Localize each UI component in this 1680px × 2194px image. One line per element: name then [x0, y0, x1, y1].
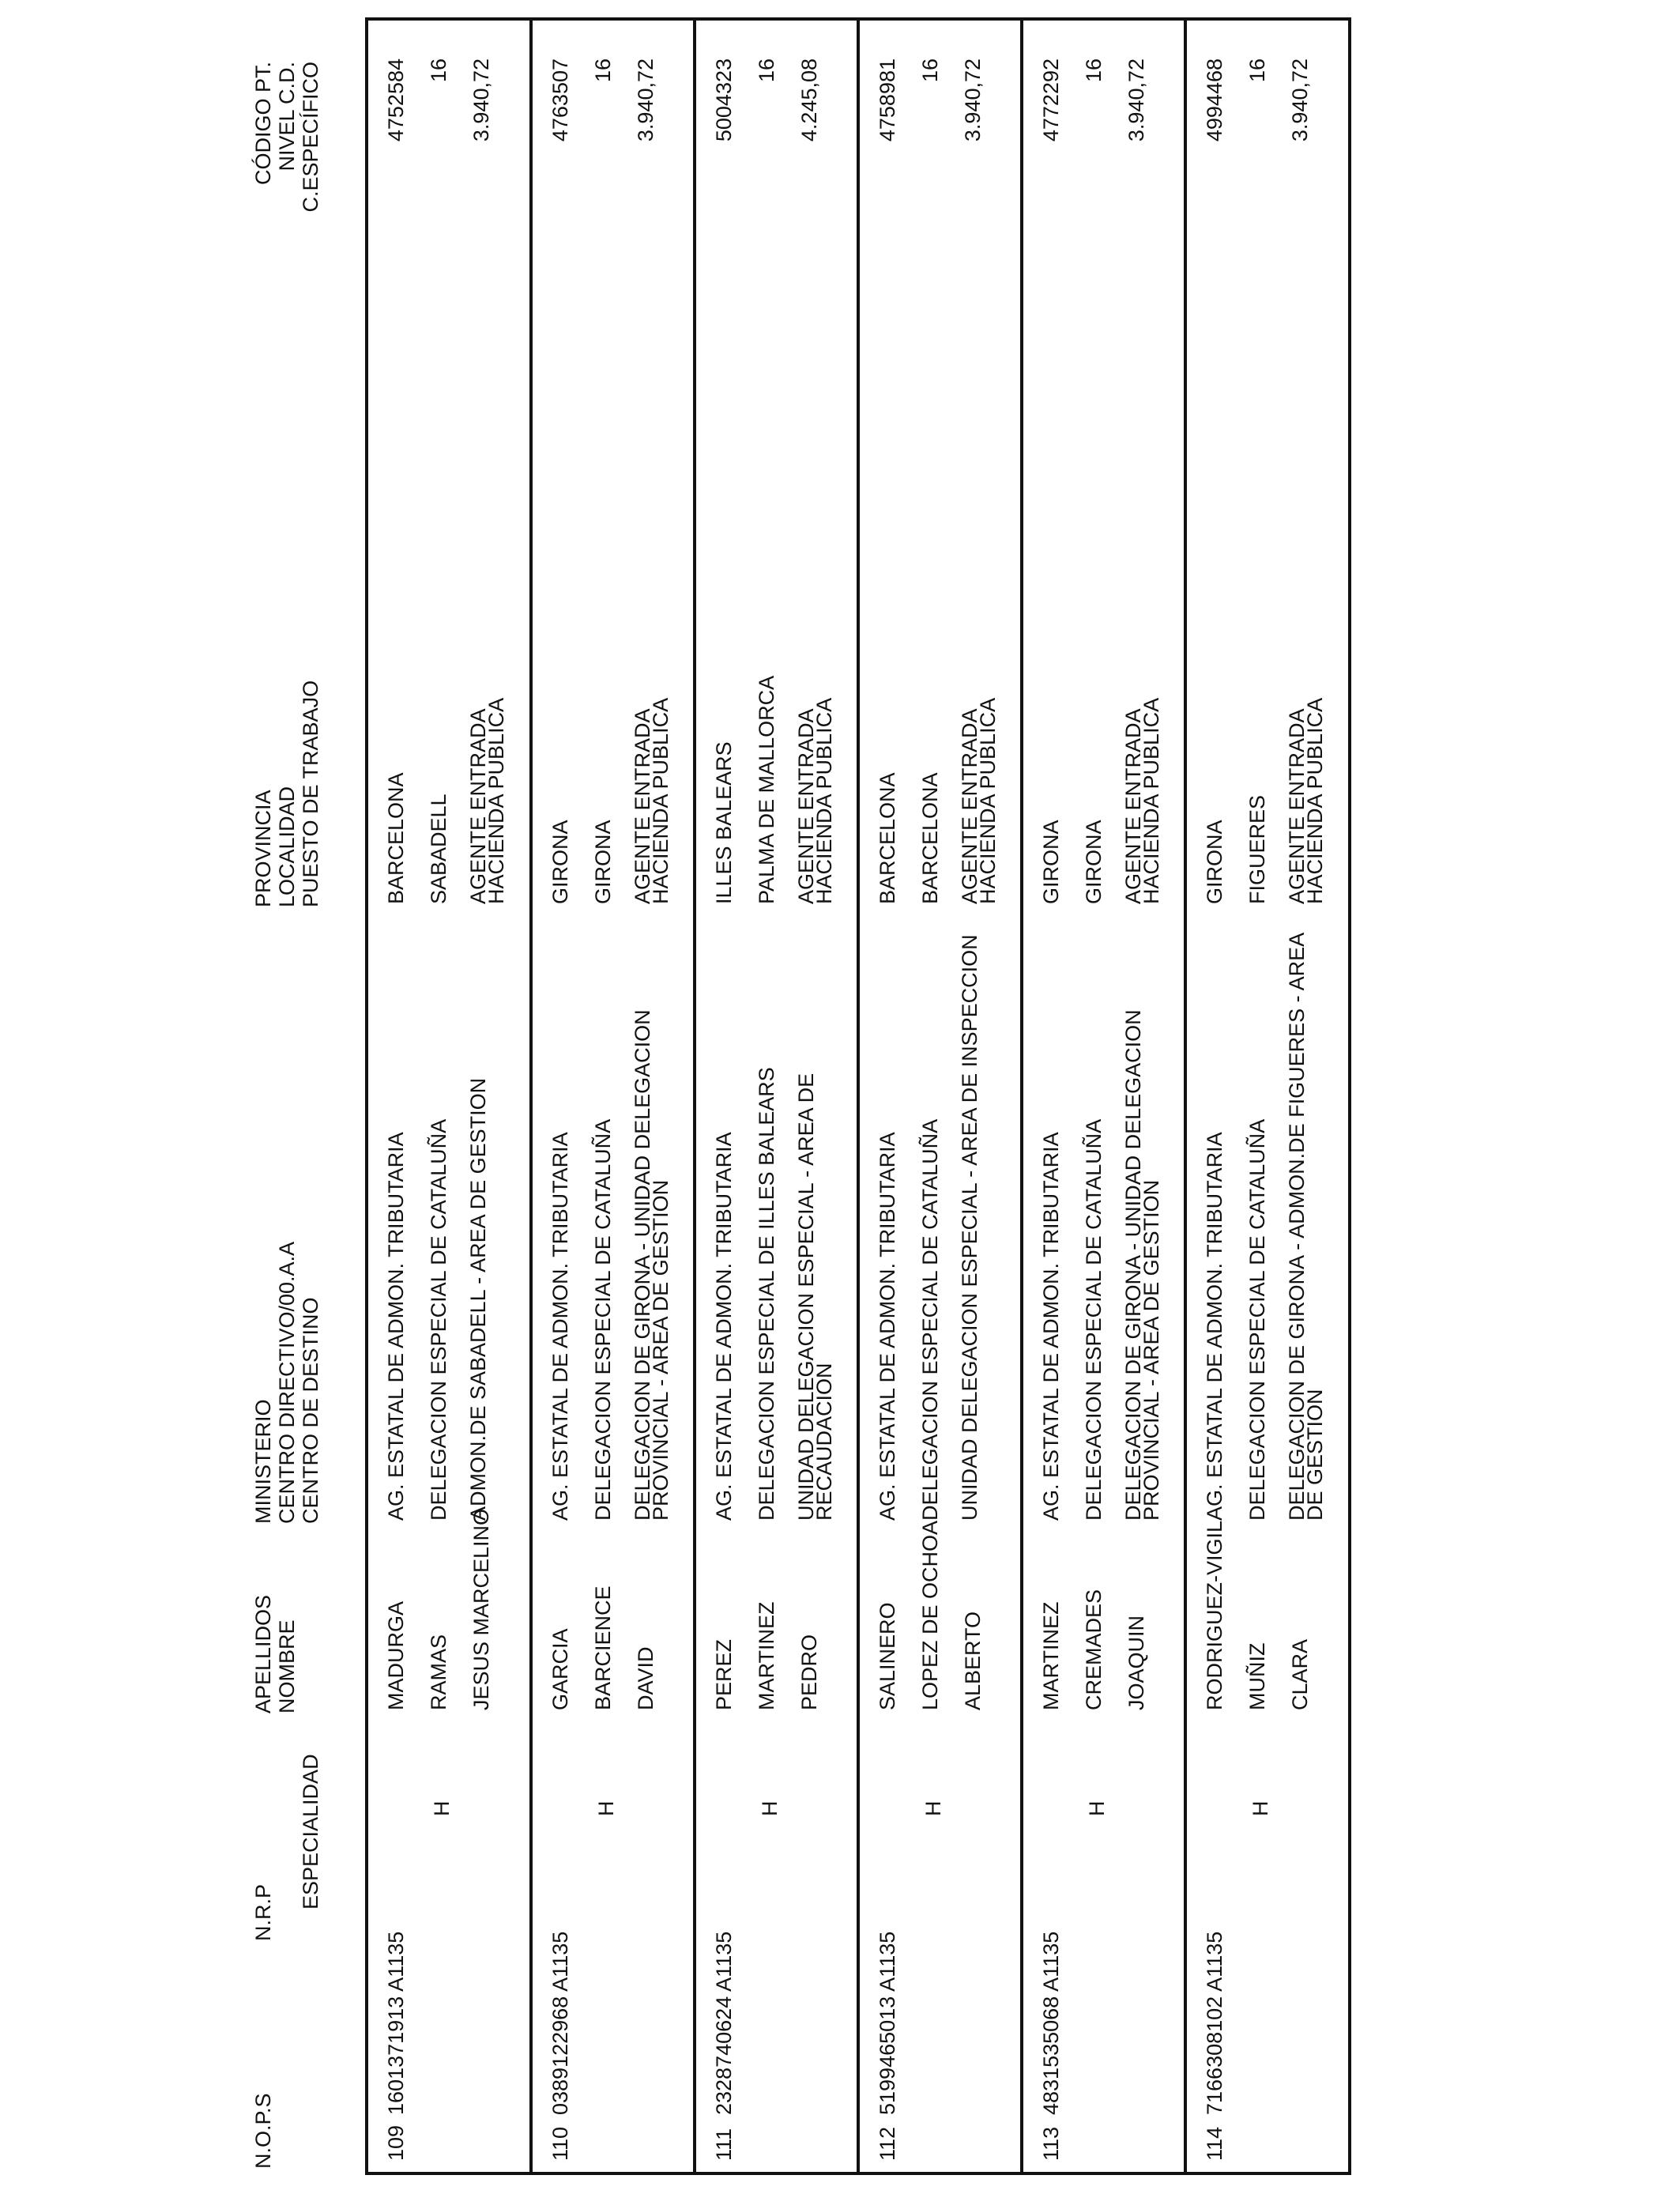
header-nops	[251, 2093, 275, 2169]
header-nombre-label: NOMBRE	[275, 1619, 299, 1713]
record-apellido2: MARTINEZ	[755, 1601, 778, 1710]
record-centro-directivo: DELEGACION ESPECIAL DE CATALUÑA	[591, 1118, 615, 1521]
record-sexo: H	[758, 1800, 782, 1816]
record-provincia: GIRONA	[1203, 820, 1226, 904]
record-apellido1: MADURGA	[384, 1600, 408, 1710]
record-apellido2: MUÑIZ	[1245, 1642, 1269, 1710]
header-codigo-nivel-especifico	[251, 62, 322, 250]
record-ministerio: AG. ESTATAL DE ADMON. TRIBUTARIA	[384, 1132, 408, 1521]
record-localidad: BARCELONA	[918, 772, 942, 904]
record-centro-destino: DELEGACION DE GIRONA - UNIDAD DELEGACION PROVINCIAL - AREA DE GESTION	[1121, 1009, 1163, 1521]
record-nombre: DAVID	[634, 1646, 657, 1710]
header-centro-destino-label: CENTRO DE DESTINO	[299, 1297, 322, 1524]
record-provincia: BARCELONA	[876, 772, 899, 904]
record-apellido2: LOPEZ DE OCHOA	[918, 1520, 942, 1710]
record-codigo: 5004323	[712, 58, 736, 142]
record-row	[1023, 21, 1187, 2172]
record-provincia: ILLES BALEARS	[712, 741, 736, 904]
record-provincia: GIRONA	[548, 820, 572, 904]
record-nombre: PEDRO	[797, 1634, 821, 1710]
record-puesto: AGENTE ENTRADA HACIENDA PUBLICA	[631, 697, 672, 904]
header-provincia-localidad-puesto	[251, 680, 322, 907]
record-nivel: 16	[1082, 58, 1106, 83]
record-row	[860, 21, 1023, 2172]
header-ministerio-label: MINISTERIO	[251, 1399, 275, 1524]
header-nops-label: N.O.P.S	[251, 2093, 275, 2169]
record-codigo: 4994468	[1203, 58, 1226, 142]
record-centro-directivo: DELEGACION ESPECIAL DE CATALUÑA	[1245, 1118, 1269, 1521]
header-centro-directivo-label: CENTRO DIRECTIVO/00.A.A	[275, 1241, 299, 1524]
record-localidad: FIGUERES	[1245, 794, 1269, 904]
record-puesto: AGENTE ENTRADA HACIENDA PUBLICA	[466, 697, 508, 904]
record-row	[1187, 21, 1348, 2172]
header-apellidos-label: APELLIDOS	[251, 1594, 275, 1713]
record-centro-destino: DELEGACION DE GIRONA - UNIDAD DELEGACION PROVINCIAL - AREA DE GESTION	[631, 1009, 672, 1521]
record-ministerio: AG. ESTATAL DE ADMON. TRIBUTARIA	[876, 1132, 899, 1521]
record-nivel: 16	[1245, 58, 1269, 83]
record-ministerio: AG. ESTATAL DE ADMON. TRIBUTARIA	[548, 1132, 572, 1521]
record-nrp: 2328740624 A1135	[712, 1931, 736, 2115]
record-centro-directivo: DELEGACION ESPECIAL DE CATALUÑA	[918, 1118, 942, 1521]
record-centro-destino: UNIDAD DELEGACION ESPECIAL - AREA DE RECAUDACION	[794, 1072, 836, 1521]
record-nrp: 5199465013 A1135	[876, 1931, 899, 2115]
record-especifico: 3.940,72	[634, 58, 657, 142]
record-codigo: 4772292	[1039, 58, 1063, 142]
header-codigo-label: CÓDIGO PT.	[251, 62, 275, 186]
record-provincia: BARCELONA	[384, 772, 408, 904]
record-nrp: 4831535068 A1135	[1039, 1931, 1063, 2115]
record-especifico: 3.940,72	[469, 58, 493, 142]
record-apellido1: PEREZ	[712, 1638, 736, 1710]
record-nombre: JOAQUIN	[1124, 1615, 1148, 1710]
record-puesto: AGENTE ENTRADA HACIENDA PUBLICA	[1121, 697, 1163, 904]
record-puesto: AGENTE ENTRADA HACIENDA PUBLICA	[794, 697, 836, 904]
record-ministerio: AG. ESTATAL DE ADMON. TRIBUTARIA	[1039, 1132, 1063, 1521]
record-especifico: 3.940,72	[1288, 58, 1312, 142]
record-centro-directivo: DELEGACION ESPECIAL DE CATALUÑA	[1082, 1118, 1106, 1521]
record-centro-directivo: DELEGACION ESPECIAL DE ILLES BALEARS	[755, 1067, 778, 1521]
record-localidad: GIRONA	[1082, 820, 1106, 904]
record-nombre: ALBERTO	[961, 1611, 985, 1710]
record-sexo: H	[1249, 1800, 1272, 1816]
record-centro-destino: ADMON.DE SABADELL - AREA DE GESTION	[466, 1077, 490, 1521]
record-centro-destino: UNIDAD DELEGACION ESPECIAL - AREA DE INSPECCION	[958, 934, 981, 1521]
record-codigo: 4758981	[876, 58, 899, 142]
record-nombre: JESUS MARCELINO	[469, 1508, 493, 1710]
record-nops: 111	[712, 2128, 736, 2161]
record-apellido1: MARTINEZ	[1039, 1601, 1063, 1710]
record-especifico: 3.940,72	[961, 58, 985, 142]
record-sexo: H	[1085, 1800, 1109, 1816]
record-row	[368, 21, 533, 2172]
record-centro-destino: DELEGACION DE GIRONA - ADMON.DE FIGUERES - AREA DE GESTION	[1285, 933, 1327, 1521]
record-especifico: 3.940,72	[1124, 58, 1148, 142]
record-row	[533, 21, 696, 2172]
record-nops: 110	[548, 2126, 572, 2161]
record-nops: 113	[1039, 2126, 1063, 2161]
record-codigo: 4763507	[548, 58, 572, 142]
record-centro-directivo: DELEGACION ESPECIAL DE CATALUÑA	[427, 1118, 450, 1521]
record-nrp: 1601371913 A1135	[384, 1931, 408, 2115]
record-localidad: SABADELL	[427, 794, 450, 904]
record-apellido2: CREMADES	[1082, 1589, 1106, 1710]
header-especialidad-label: ESPECIALIDAD	[299, 1754, 322, 1909]
record-nivel: 16	[427, 58, 450, 83]
header-provincia-label: PROVINCIA	[251, 790, 275, 907]
record-apellido1: GARCIA	[548, 1628, 572, 1710]
record-provincia: GIRONA	[1039, 820, 1063, 904]
record-sexo: H	[430, 1800, 454, 1816]
record-nivel: 16	[591, 58, 615, 83]
record-especifico: 4.245,08	[797, 58, 821, 142]
record-localidad: GIRONA	[591, 820, 615, 904]
header-localidad-label: LOCALIDAD	[275, 786, 299, 907]
record-puesto: AGENTE ENTRADA HACIENDA PUBLICA	[958, 697, 1000, 904]
record-nops: 114	[1203, 2126, 1226, 2161]
record-localidad: PALMA DE MALLORCA	[755, 675, 778, 904]
record-nivel: 16	[918, 58, 942, 83]
record-sexo: H	[594, 1800, 618, 1816]
record-codigo: 4752584	[384, 58, 408, 142]
record-apellido2: BARCIENCE	[591, 1585, 615, 1710]
record-ministerio: AG. ESTATAL DE ADMON. TRIBUTARIA	[712, 1132, 736, 1521]
record-apellido1: RODRIGUEZ-VIGIL	[1203, 1520, 1226, 1710]
header-nivel-label: NIVEL C.D.	[275, 62, 299, 172]
record-nrp: 0389122968 A1135	[548, 1931, 572, 2115]
record-ministerio: AG. ESTATAL DE ADMON. TRIBUTARIA	[1203, 1132, 1226, 1521]
record-row	[696, 21, 860, 2172]
header-puesto-label: PUESTO DE TRABAJO	[299, 680, 322, 907]
records-table	[365, 17, 1351, 2175]
record-sexo: H	[921, 1800, 945, 1816]
header-nrp-especialidad	[251, 1754, 322, 1941]
header-nrp-label: N.R.P	[251, 1883, 275, 1941]
record-nrp: 7166308102 A1135	[1203, 1931, 1226, 2115]
header-apellidos-nombre	[251, 1595, 299, 1713]
record-nombre: CLARA	[1288, 1638, 1312, 1710]
header-especifico-label: C.ESPECÍFICO	[299, 62, 322, 213]
record-apellido1: SALINERO	[876, 1602, 899, 1710]
record-nops: 112	[876, 2126, 899, 2161]
record-puesto: AGENTE ENTRADA HACIENDA PUBLICA	[1285, 697, 1327, 904]
record-nops: 109	[384, 2124, 408, 2161]
record-apellido2: RAMAS	[427, 1634, 450, 1710]
header-ministerio-centro	[251, 1242, 322, 1524]
record-nivel: 16	[755, 58, 778, 83]
